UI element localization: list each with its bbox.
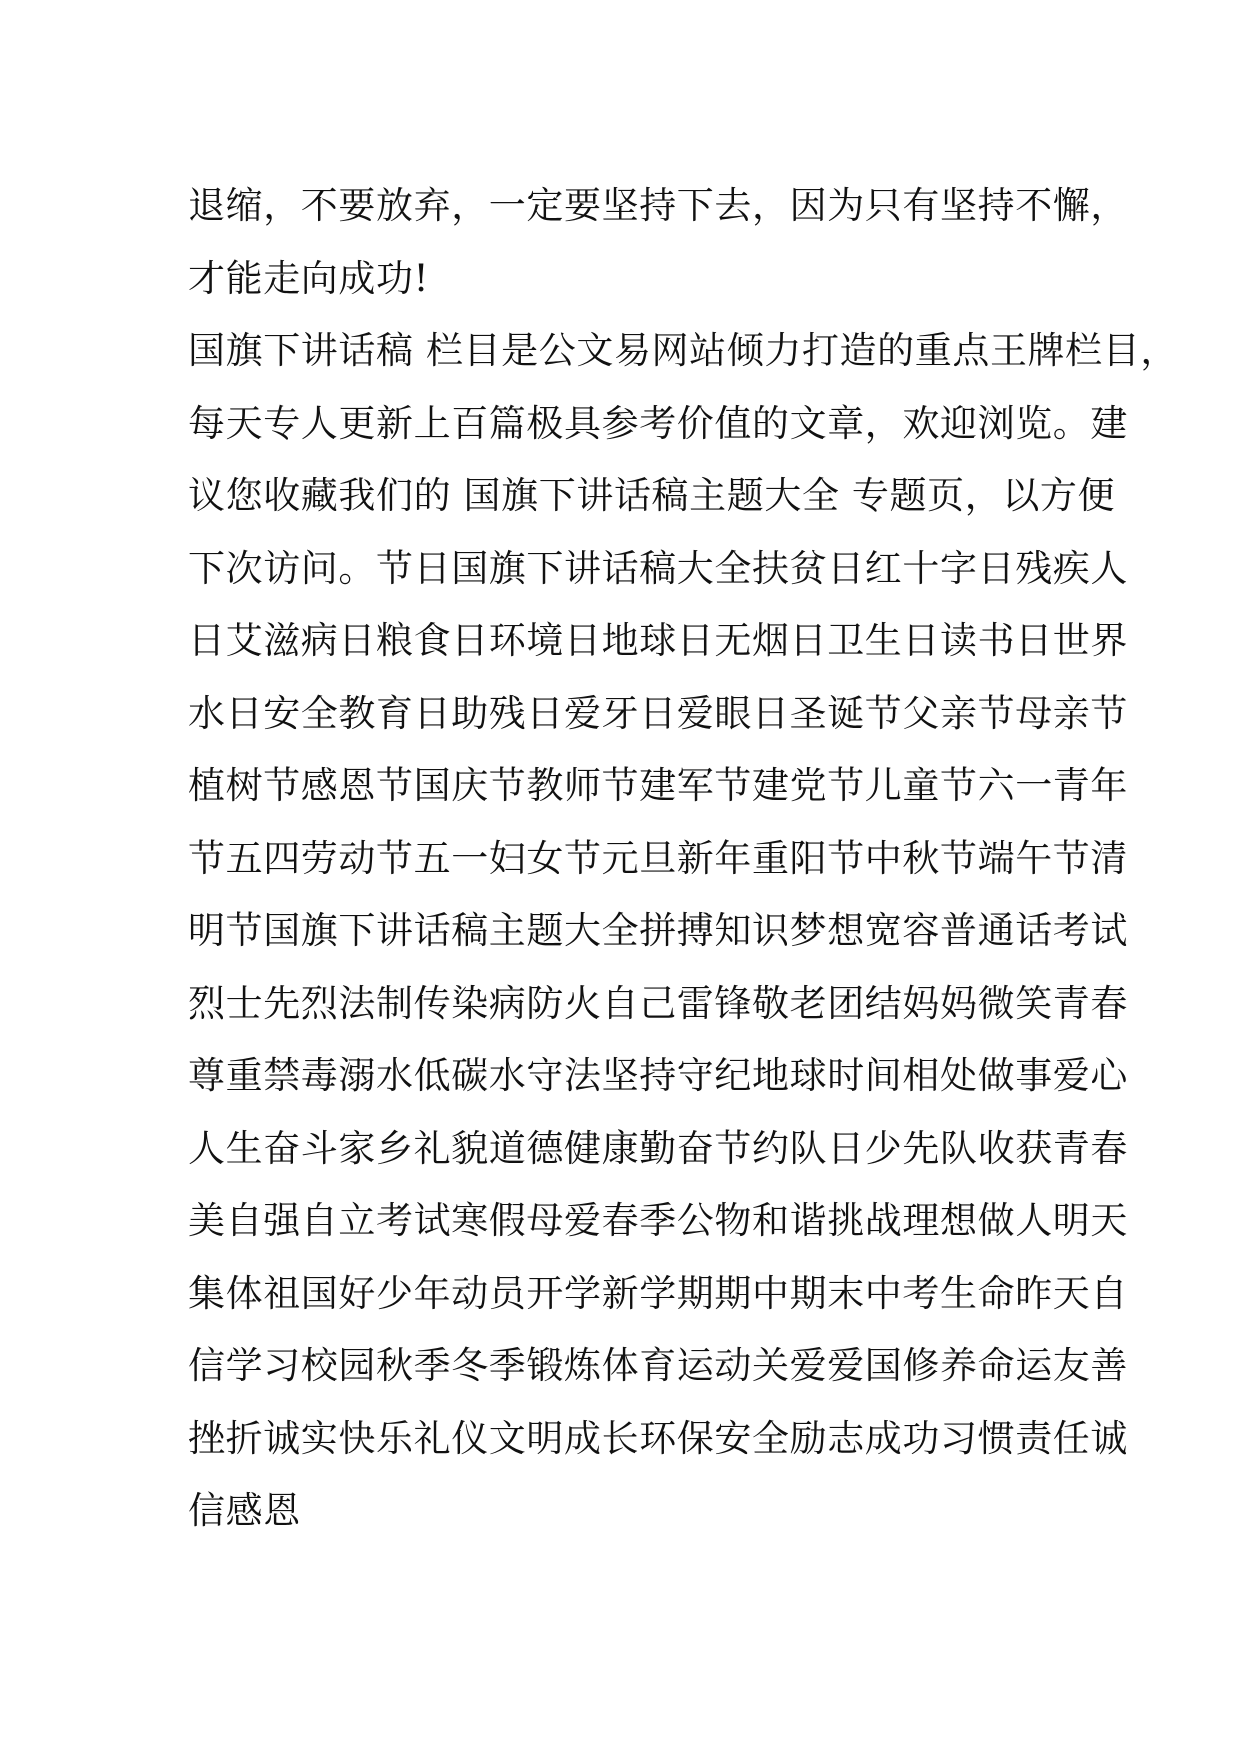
text-line: 每天专人更新上百篇极具参考价值的文章，欢迎浏览。建: [188, 401, 1128, 445]
text-line: 信学习校园秋季冬季锻炼体育运动关爱爱国修养命运友善: [188, 1344, 1128, 1387]
text-line: 才能走向成功!: [188, 256, 430, 300]
body-text: [188, 170, 1178, 1548]
text-line: 集体祖国好少年动员开学新学期期中期末中考生命昨天自: [188, 1271, 1128, 1315]
text-line: 植树节感恩节国庆节教师节建军节建党节儿童节六一青年: [188, 764, 1128, 807]
text-line: 下次访问。节日国旗下讲话稿大全扶贫日红十字日残疾人: [188, 546, 1128, 590]
text-line: 挫折诚实快乐礼仪文明成长环保安全励志成功习惯责任诚: [188, 1416, 1128, 1460]
text-line: 国旗下讲话稿 栏目是公文易网站倾力打造的重点王牌栏目，: [188, 329, 1178, 372]
text-line: 烈士先烈法制传染病防火自己雷锋敬老团结妈妈微笑青春: [188, 981, 1128, 1025]
text-line: 退缩，不要放弃，一定要坚持下去，因为只有坚持不懈，: [188, 184, 1128, 227]
text-line: 信感恩: [188, 1489, 301, 1532]
text-line: 水日安全教育日助残日爱牙日爱眼日圣诞节父亲节母亲节: [188, 691, 1128, 735]
text-line: 日艾滋病日粮食日环境日地球日无烟日卫生日读书日世界: [188, 619, 1128, 662]
text-line: 美自强自立考试寒假母爱春季公物和谐挑战理想做人明天: [188, 1199, 1128, 1242]
text-line: 节五四劳动节五一妇女节元旦新年重阳节中秋节端午节清: [188, 836, 1128, 880]
text-line: 人生奋斗家乡礼貌道德健康勤奋节约队日少先队收获青春: [188, 1126, 1128, 1170]
text-line: 明节国旗下讲话稿主题大全拼搏知识梦想宽容普通话考试: [188, 909, 1128, 952]
text-line: 尊重禁毒溺水低碳水守法坚持守纪地球时间相处做事爱心: [188, 1054, 1128, 1097]
text-line: 议您收藏我们的 国旗下讲话稿主题大全 专题页，以方便: [188, 474, 1116, 517]
